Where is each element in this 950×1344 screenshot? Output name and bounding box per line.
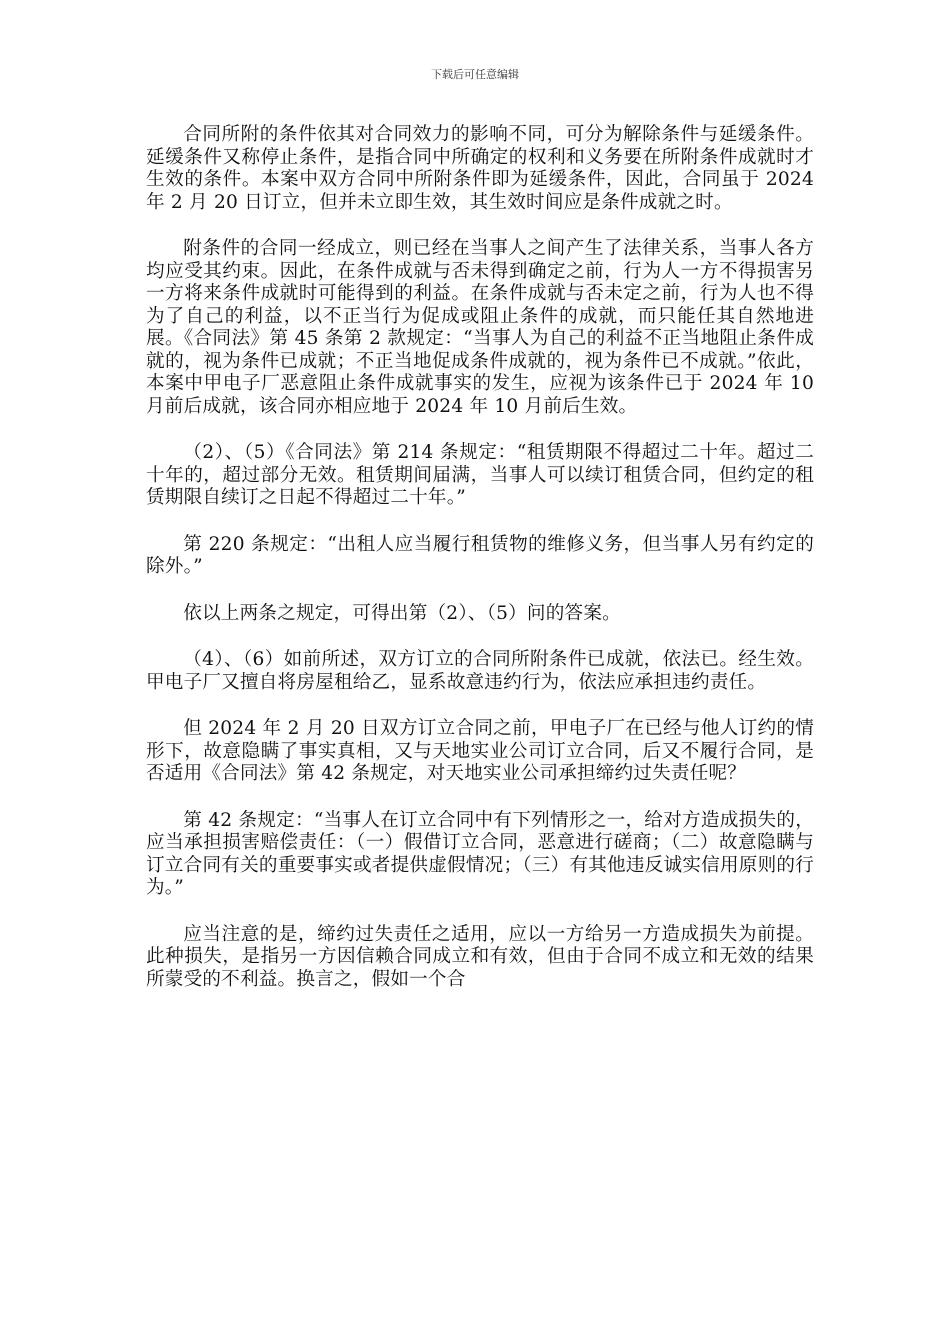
paragraph-5: 依以上两条之规定，可得出第（2）、（5）问的答案。 (183, 602, 621, 624)
paragraph-6: （4）、（6）如前所述，双方订立的合同所附条件已成就，依法已。经生效。甲电子厂又擅自将房屋租给乙，显系故意违约行为，依法应承担违约责任。 (146, 649, 814, 693)
paragraph-7: 但 2024 年 2 月 20 日双方订立合同之前，甲电子厂在已经与他人订约的情形下，故意隐瞒了事实真相，又与天地实业公司订立合同，后又不履行合同，是否适用《合同法》第 42 条规定，对天地实业公司承担缔约过失责任呢？ (146, 718, 814, 784)
paragraph-9: 应当注意的是，缔约过失责任之适用，应以一方给另一方造成损失为前提。此种损失，是指另一方因信赖合同成立和有效，但由于合同不成立和无效的结果所蒙受的不利益。换言之，假如一个合 (146, 923, 814, 990)
paragraph-3: （2）、（5）《合同法》第 214 条规定：“租赁期限不得超过二十年。超过二十年的，超过部分无效。租赁期间届满，当事人可以续订租赁合同，但约定的租赁期限自续订之日起不得超过二十年。” (146, 442, 814, 508)
paragraph-4: 第 220 条规定：“出租人应当履行租赁物的维修义务，但当事人另有约定的除外。” (146, 533, 814, 577)
paragraph-2: 附条件的合同一经成立，则已经在当事人之间产生了法律关系，当事人各方均应受其约束。因此，在条件成就与否未得到确定之前，行为人一方不得损害另一方将来条件成就时可能得到的利益。在条件成就与否未定之前，行为人也不得为了自己的利益，以不正当行为促成或阻止条件的成就，而只能任其自然地进展。《合同法》第 45 条第 2 款规定：“当事人为自己的利益不正当地阻止条件成就的，视为条件已成就；不正当地促成条件成就的，视为条件已不成就。”依此，本案中甲电子厂恶意阻止条件成就事实的发生，应视为该条件已于 2024 年 10 月前后成就，该合同亦相应地于 2024 年 10 月前后生效。 (146, 238, 814, 417)
document-body (146, 124, 814, 1015)
paragraph-1: 合同所附的条件依其对合同效力的影响不同，可分为解除条件与延缓条件。延缓条件又称停止条件，是指合同中所确定的权利和义务要在所附条件成就时才生效的条件。本案中双方合同中所附条件即为延缓条件，因此，合同虽于 2024 年 2 月 20 日订立，但并未立即生效，其生效时间应是条件成就之时。 (146, 124, 814, 213)
paragraph-8: 第 42 条规定：“当事人在订立合同中有下列情形之一，给对方造成损失的，应当承担损害赔偿责任：（一）假借订立合同，恶意进行磋商；（二）故意隐瞒与订立合同有关的重要事实或者提供虚假情况；（三）有其他违反诚实信用原则的行为。” (146, 809, 814, 898)
page-header: 下载后可任意编辑 (431, 68, 519, 81)
